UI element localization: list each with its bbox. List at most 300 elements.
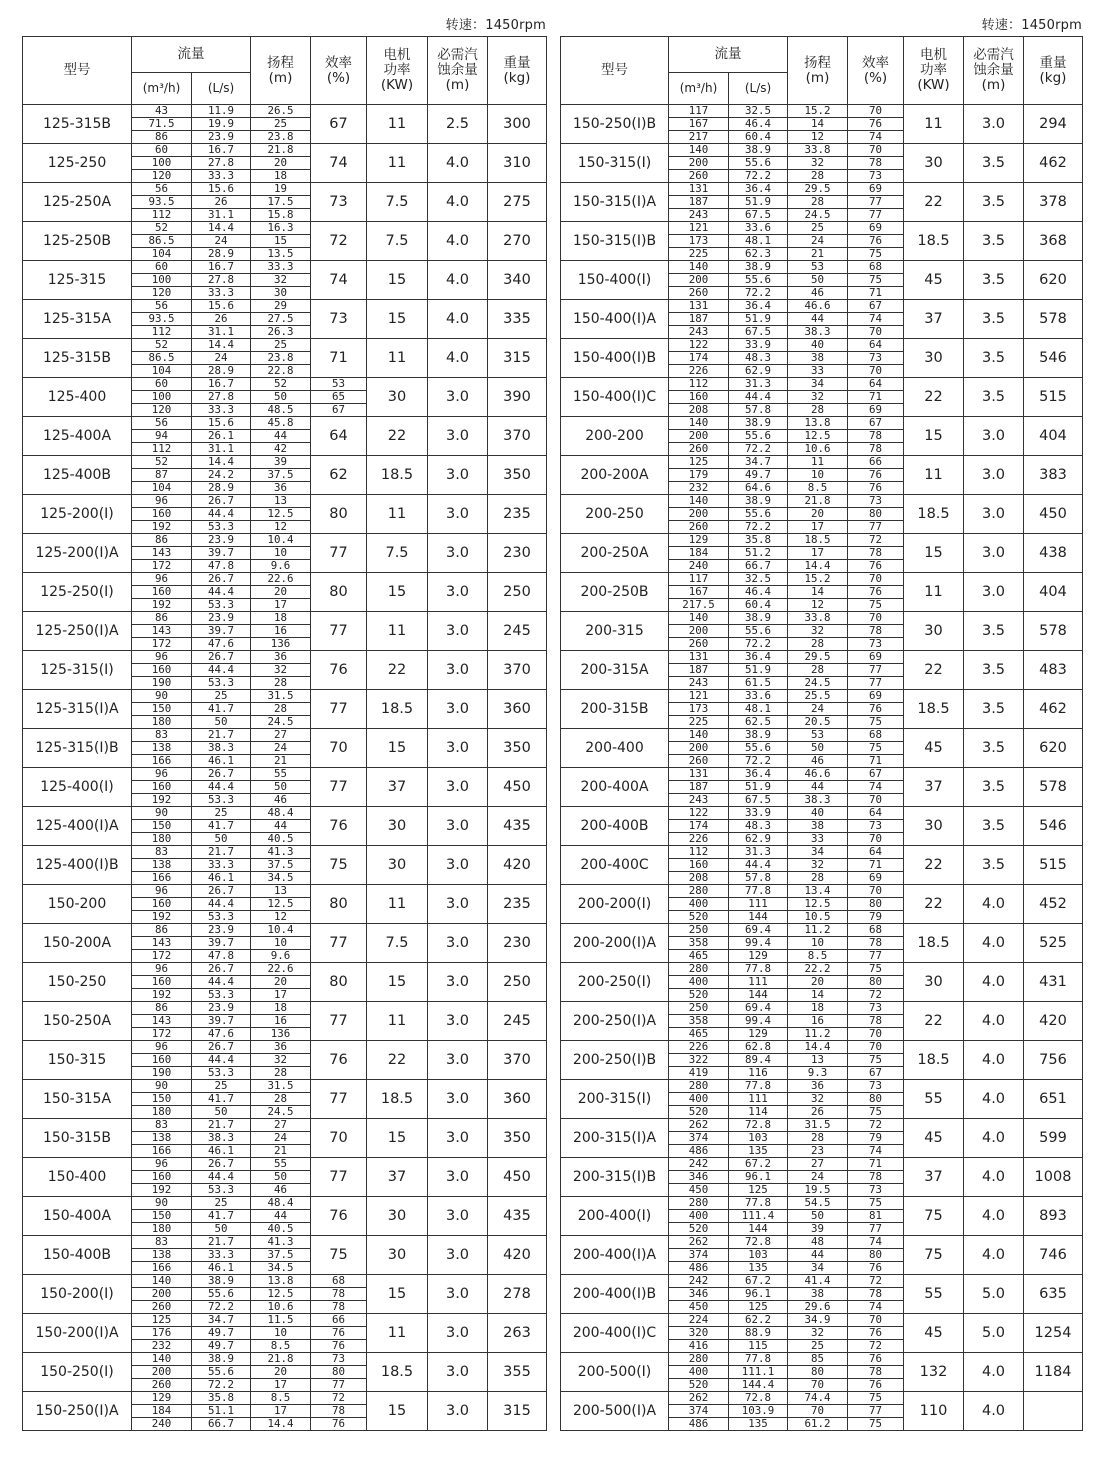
npsh-cell: 3.0 [428,1314,488,1353]
flow-ls-cell: 77.8 [729,963,788,976]
weight-cell: 294 [1024,105,1083,144]
flow-m3h-cell: 167 [669,586,729,599]
model-cell: 200-400 [561,729,669,768]
head-cell: 34 [788,378,848,391]
col-flow: 流量 [669,37,788,73]
head-cell: 14.4 [788,560,848,573]
flow-m3h-cell: 243 [669,326,729,339]
eff-cell: 78 [848,443,904,456]
flow-m3h-cell: 140 [132,1275,192,1288]
table-row [561,105,1083,118]
head-cell: 13 [788,1054,848,1067]
npsh-cell: 3.0 [428,1392,488,1431]
head-cell: 28 [788,196,848,209]
weight-cell: 746 [1024,1236,1083,1275]
table-row [23,1353,547,1366]
weight-cell: 250 [488,963,547,1002]
eff-cell: 73 [848,638,904,651]
npsh-cell: 3.0 [964,495,1024,534]
table-row [561,1158,1083,1171]
head-cell: 45.8 [251,417,311,430]
flow-ls-cell: 51.9 [729,781,788,794]
flow-m3h-cell: 260 [669,755,729,768]
eff-cell: 53 [311,378,367,391]
flow-m3h-cell: 83 [132,1119,192,1132]
flow-ls-cell: 33.6 [729,690,788,703]
flow-m3h-cell: 138 [132,859,192,872]
head-cell: 8.5 [251,1340,311,1353]
flow-ls-cell: 23.9 [192,924,251,937]
head-cell: 38 [788,1288,848,1301]
npsh-cell: 3.0 [428,885,488,924]
flow-ls-cell: 77.8 [729,885,788,898]
head-cell: 23.8 [251,131,311,144]
npsh-cell: 3.0 [428,963,488,1002]
flow-ls-cell: 53.3 [192,1184,251,1197]
eff-cell: 67 [848,768,904,781]
weight-cell: 245 [488,612,547,651]
flow-m3h-cell: 167 [669,118,729,131]
table-row [23,1002,547,1015]
eff-cell: 77 [848,664,904,677]
head-cell: 24.5 [788,209,848,222]
flow-ls-cell: 44.4 [192,508,251,521]
model-cell: 150-315A [23,1080,132,1119]
flow-m3h-cell: 217 [669,131,729,144]
flow-m3h-cell: 96 [132,885,192,898]
weight-cell: 360 [488,1080,547,1119]
weight-cell: 450 [488,768,547,807]
head-cell: 24 [788,235,848,248]
weight-cell: 599 [1024,1119,1083,1158]
table-row [23,339,547,352]
npsh-cell: 3.0 [428,1353,488,1392]
head-cell: 22.6 [251,963,311,976]
eff-cell: 70 [848,1028,904,1041]
head-cell: 32 [788,625,848,638]
weight-cell: 452 [1024,885,1083,924]
flow-ls-cell: 48.1 [729,235,788,248]
npsh-cell: 5.0 [964,1275,1024,1314]
npsh-cell: 3.5 [964,261,1024,300]
head-cell: 24.5 [251,716,311,729]
flow-ls-cell: 44.4 [192,586,251,599]
flow-ls-cell: 49.7 [192,1340,251,1353]
flow-m3h-cell: 138 [132,742,192,755]
eff-cell: 68 [848,261,904,274]
eff-cell: 67 [311,404,367,417]
eff-cell: 71 [848,287,904,300]
power-cell: 15 [367,729,428,768]
head-cell: 18.5 [788,534,848,547]
head-cell: 27 [251,729,311,742]
col-flow-ls: (L/s) [192,73,251,105]
power-cell: 75 [904,1236,964,1275]
eff-cell: 80 [311,495,367,534]
head-cell: 80 [788,1366,848,1379]
flow-m3h-cell: 400 [669,1093,729,1106]
flow-ls-cell: 34.7 [192,1314,251,1327]
flow-ls-cell: 72.2 [729,521,788,534]
table-row [23,729,547,742]
head-cell: 48.4 [251,1197,311,1210]
eff-cell: 76 [848,586,904,599]
npsh-cell: 3.0 [428,924,488,963]
head-cell: 28 [788,404,848,417]
head-cell: 40 [788,807,848,820]
eff-cell: 76 [848,703,904,716]
head-cell: 24 [251,742,311,755]
head-cell: 40 [788,339,848,352]
flow-ls-cell: 62.9 [729,365,788,378]
model-cell: 150-400(I) [561,261,669,300]
flow-ls-cell: 69.4 [729,1002,788,1015]
eff-cell: 78 [848,1288,904,1301]
head-cell: 15 [251,235,311,248]
power-cell: 22 [904,885,964,924]
flow-ls-cell: 44.4 [192,898,251,911]
flow-m3h-cell: 122 [669,339,729,352]
flow-m3h-cell: 96 [132,651,192,664]
flow-m3h-cell: 83 [132,1236,192,1249]
flow-ls-cell: 49.7 [729,469,788,482]
flow-ls-cell: 21.7 [192,846,251,859]
flow-ls-cell: 31.3 [729,846,788,859]
power-cell: 15 [367,963,428,1002]
weight-cell: 370 [488,651,547,690]
head-cell: 28 [788,664,848,677]
model-cell: 125-400(I)B [23,846,132,885]
eff-cell: 67 [848,300,904,313]
model-cell: 150-315(I)A [561,183,669,222]
eff-cell: 75 [848,716,904,729]
flow-ls-cell: 62.2 [729,1314,788,1327]
flow-m3h-cell: 260 [669,287,729,300]
model-cell: 200-250 [561,495,669,534]
head-cell: 10 [788,469,848,482]
weight-cell: 278 [488,1275,547,1314]
npsh-cell: 3.5 [964,300,1024,339]
head-cell: 22.6 [251,573,311,586]
flow-m3h-cell: 192 [132,911,192,924]
table-row [23,885,547,898]
flow-ls-cell: 33.3 [192,287,251,300]
power-cell: 22 [367,1041,428,1080]
head-cell: 34.9 [788,1314,848,1327]
flow-ls-cell: 44.4 [192,1171,251,1184]
flow-ls-cell: 32.5 [729,573,788,586]
head-cell: 54.5 [788,1197,848,1210]
flow-m3h-cell: 131 [669,651,729,664]
flow-m3h-cell: 262 [669,1236,729,1249]
head-cell: 21.8 [251,1353,311,1366]
table-row [561,495,1083,508]
head-cell: 14 [788,586,848,599]
flow-ls-cell: 26.7 [192,768,251,781]
eff-cell: 74 [848,1301,904,1314]
flow-m3h-cell: 117 [669,573,729,586]
eff-cell: 78 [311,1405,367,1418]
eff-cell: 71 [848,391,904,404]
flow-ls-cell: 144 [729,989,788,1002]
flow-ls-cell: 41.7 [192,703,251,716]
flow-ls-cell: 50 [192,1223,251,1236]
model-cell: 125-315(I) [23,651,132,690]
model-cell: 200-500(I)A [561,1392,669,1431]
flow-ls-cell: 26.7 [192,495,251,508]
npsh-cell: 3.0 [428,768,488,807]
flow-ls-cell: 38.9 [729,144,788,157]
head-cell: 14.4 [788,1041,848,1054]
flow-m3h-cell: 226 [669,1041,729,1054]
eff-cell: 75 [848,1054,904,1067]
flow-ls-cell: 16.7 [192,378,251,391]
npsh-cell: 3.0 [428,729,488,768]
flow-m3h-cell: 187 [669,781,729,794]
power-cell: 7.5 [367,222,428,261]
power-cell: 15 [367,573,428,612]
head-cell: 53 [788,729,848,742]
flow-ls-cell: 51.9 [729,313,788,326]
head-cell: 28 [788,638,848,651]
flow-ls-cell: 72.2 [729,638,788,651]
weight-cell: 483 [1024,651,1083,690]
power-cell: 22 [367,417,428,456]
head-cell: 25 [251,118,311,131]
flow-m3h-cell: 242 [669,1275,729,1288]
head-cell: 12 [788,131,848,144]
eff-cell: 70 [848,1314,904,1327]
npsh-cell: 3.0 [428,1197,488,1236]
head-cell: 18 [788,1002,848,1015]
power-cell: 22 [904,651,964,690]
head-cell: 33.8 [788,612,848,625]
flow-m3h-cell: 131 [669,183,729,196]
flow-ls-cell: 15.6 [192,183,251,196]
flow-m3h-cell: 86 [132,1002,192,1015]
flow-m3h-cell: 180 [132,833,192,846]
power-cell: 11 [367,1314,428,1353]
eff-cell: 71 [848,1158,904,1171]
flow-ls-cell: 50 [192,833,251,846]
model-cell: 200-400B [561,807,669,846]
col-flow: 流量 [132,37,251,73]
flow-ls-cell: 67.5 [729,209,788,222]
flow-ls-cell: 115 [729,1340,788,1353]
head-cell: 14.4 [251,1418,311,1431]
head-cell: 16 [251,625,311,638]
col-flow-m3h: (m³/h) [132,73,192,105]
npsh-cell: 3.5 [964,729,1024,768]
head-cell: 11.2 [788,924,848,937]
weight-cell: 368 [1024,222,1083,261]
flow-ls-cell: 89.4 [729,1054,788,1067]
head-cell: 24.5 [251,1106,311,1119]
power-cell: 7.5 [367,534,428,573]
flow-m3h-cell: 86 [132,131,192,144]
table-row [23,651,547,664]
eff-cell: 76 [311,807,367,846]
eff-cell: 73 [311,183,367,222]
weight-cell: 404 [1024,573,1083,612]
flow-m3h-cell: 86 [132,924,192,937]
table-row [23,1314,547,1327]
eff-cell: 71 [311,339,367,378]
eff-cell: 78 [848,1171,904,1184]
head-cell: 17 [251,989,311,1002]
power-cell: 22 [367,651,428,690]
flow-m3h-cell: 260 [132,1301,192,1314]
flow-ls-cell: 96.1 [729,1288,788,1301]
head-cell: 17 [251,1379,311,1392]
head-cell: 40.5 [251,1223,311,1236]
flow-ls-cell: 48.3 [729,352,788,365]
flow-ls-cell: 135 [729,1145,788,1158]
weight-cell: 250 [488,573,547,612]
flow-m3h-cell: 166 [132,872,192,885]
table-row [23,456,547,469]
flow-m3h-cell: 83 [132,729,192,742]
flow-m3h-cell: 138 [132,1132,192,1145]
table-row [23,534,547,547]
eff-cell: 71 [848,755,904,768]
npsh-cell: 3.5 [964,651,1024,690]
power-cell: 132 [904,1353,964,1392]
head-cell: 18 [251,170,311,183]
table-row [561,846,1083,859]
eff-cell: 75 [848,1197,904,1210]
flow-m3h-cell: 160 [132,664,192,677]
head-cell: 9.6 [251,560,311,573]
head-cell: 12.5 [788,898,848,911]
eff-cell: 78 [848,157,904,170]
flow-m3h-cell: 100 [132,157,192,170]
eff-cell: 79 [848,911,904,924]
flow-ls-cell: 72.2 [729,287,788,300]
flow-ls-cell: 27.8 [192,274,251,287]
eff-cell: 71 [848,859,904,872]
flow-ls-cell: 26.7 [192,1041,251,1054]
head-cell: 34.5 [251,872,311,885]
table-row [23,1392,547,1405]
npsh-cell: 3.5 [964,612,1024,651]
head-cell: 70 [788,1405,848,1418]
flow-ls-cell: 46.4 [729,118,788,131]
model-cell: 200-200(I) [561,885,669,924]
flow-ls-cell: 26.7 [192,573,251,586]
flow-ls-cell: 26.7 [192,1158,251,1171]
flow-m3h-cell: 243 [669,209,729,222]
model-cell: 125-400A [23,417,132,456]
weight-cell: 230 [488,924,547,963]
model-cell: 125-250A [23,183,132,222]
flow-m3h-cell: 96 [132,1041,192,1054]
weight-cell: 515 [1024,846,1083,885]
model-cell: 150-200(I)A [23,1314,132,1353]
eff-cell: 68 [848,924,904,937]
flow-ls-cell: 33.3 [192,170,251,183]
flow-m3h-cell: 140 [669,495,729,508]
flow-m3h-cell: 400 [669,1210,729,1223]
flow-m3h-cell: 358 [669,937,729,950]
flow-ls-cell: 62.3 [729,248,788,261]
flow-m3h-cell: 242 [669,1158,729,1171]
model-cell: 125-400(I)A [23,807,132,846]
eff-cell: 76 [311,1041,367,1080]
table-row [23,1275,547,1288]
weight-cell: 300 [488,105,547,144]
flow-m3h-cell: 240 [669,560,729,573]
power-cell: 18.5 [367,1353,428,1392]
npsh-cell: 3.0 [428,495,488,534]
model-cell: 200-315B [561,690,669,729]
head-cell: 28 [251,703,311,716]
weight-cell: 651 [1024,1080,1083,1119]
eff-cell: 66 [848,456,904,469]
eff-cell: 77 [311,768,367,807]
npsh-cell: 3.5 [964,378,1024,417]
weight-cell: 370 [488,1041,547,1080]
head-cell: 46 [251,1184,311,1197]
flow-m3h-cell: 160 [132,898,192,911]
flow-m3h-cell: 120 [132,404,192,417]
flow-m3h-cell: 112 [132,326,192,339]
flow-ls-cell: 53.3 [192,521,251,534]
head-cell: 42 [251,443,311,456]
power-cell: 18.5 [904,690,964,729]
head-cell: 50 [251,391,311,404]
model-cell: 150-250(I) [23,1353,132,1392]
eff-cell: 73 [848,495,904,508]
power-cell: 11 [367,612,428,651]
flow-m3h-cell: 179 [669,469,729,482]
flow-ls-cell: 51.2 [729,547,788,560]
head-cell: 48.4 [251,807,311,820]
flow-m3h-cell: 226 [669,833,729,846]
head-cell: 70 [788,1379,848,1392]
head-cell: 38 [788,820,848,833]
head-cell: 37.5 [251,1249,311,1262]
weight-cell: 578 [1024,300,1083,339]
flow-ls-cell: 135 [729,1418,788,1431]
eff-cell: 77 [311,924,367,963]
head-cell: 13 [251,495,311,508]
flow-m3h-cell: 400 [669,1366,729,1379]
power-cell: 18.5 [367,456,428,495]
flow-ls-cell: 72.2 [729,443,788,456]
head-cell: 36 [251,482,311,495]
head-cell: 50 [251,1171,311,1184]
flow-m3h-cell: 125 [669,456,729,469]
flow-ls-cell: 31.1 [192,209,251,222]
head-cell: 10.6 [251,1301,311,1314]
flow-m3h-cell: 187 [669,196,729,209]
flow-ls-cell: 99.4 [729,937,788,950]
flow-m3h-cell: 520 [669,911,729,924]
flow-ls-cell: 36.4 [729,183,788,196]
head-cell: 36 [788,1080,848,1093]
eff-cell: 76 [848,1353,904,1366]
col-weight: 重量 (kg) [488,37,547,105]
flow-m3h-cell: 166 [132,1145,192,1158]
model-cell: 150-400(I)C [561,378,669,417]
head-cell: 8.5 [788,482,848,495]
flow-m3h-cell: 150 [132,1093,192,1106]
flow-ls-cell: 38.9 [729,261,788,274]
weight-cell: 578 [1024,612,1083,651]
eff-cell: 75 [848,274,904,287]
model-cell: 200-315(I) [561,1080,669,1119]
